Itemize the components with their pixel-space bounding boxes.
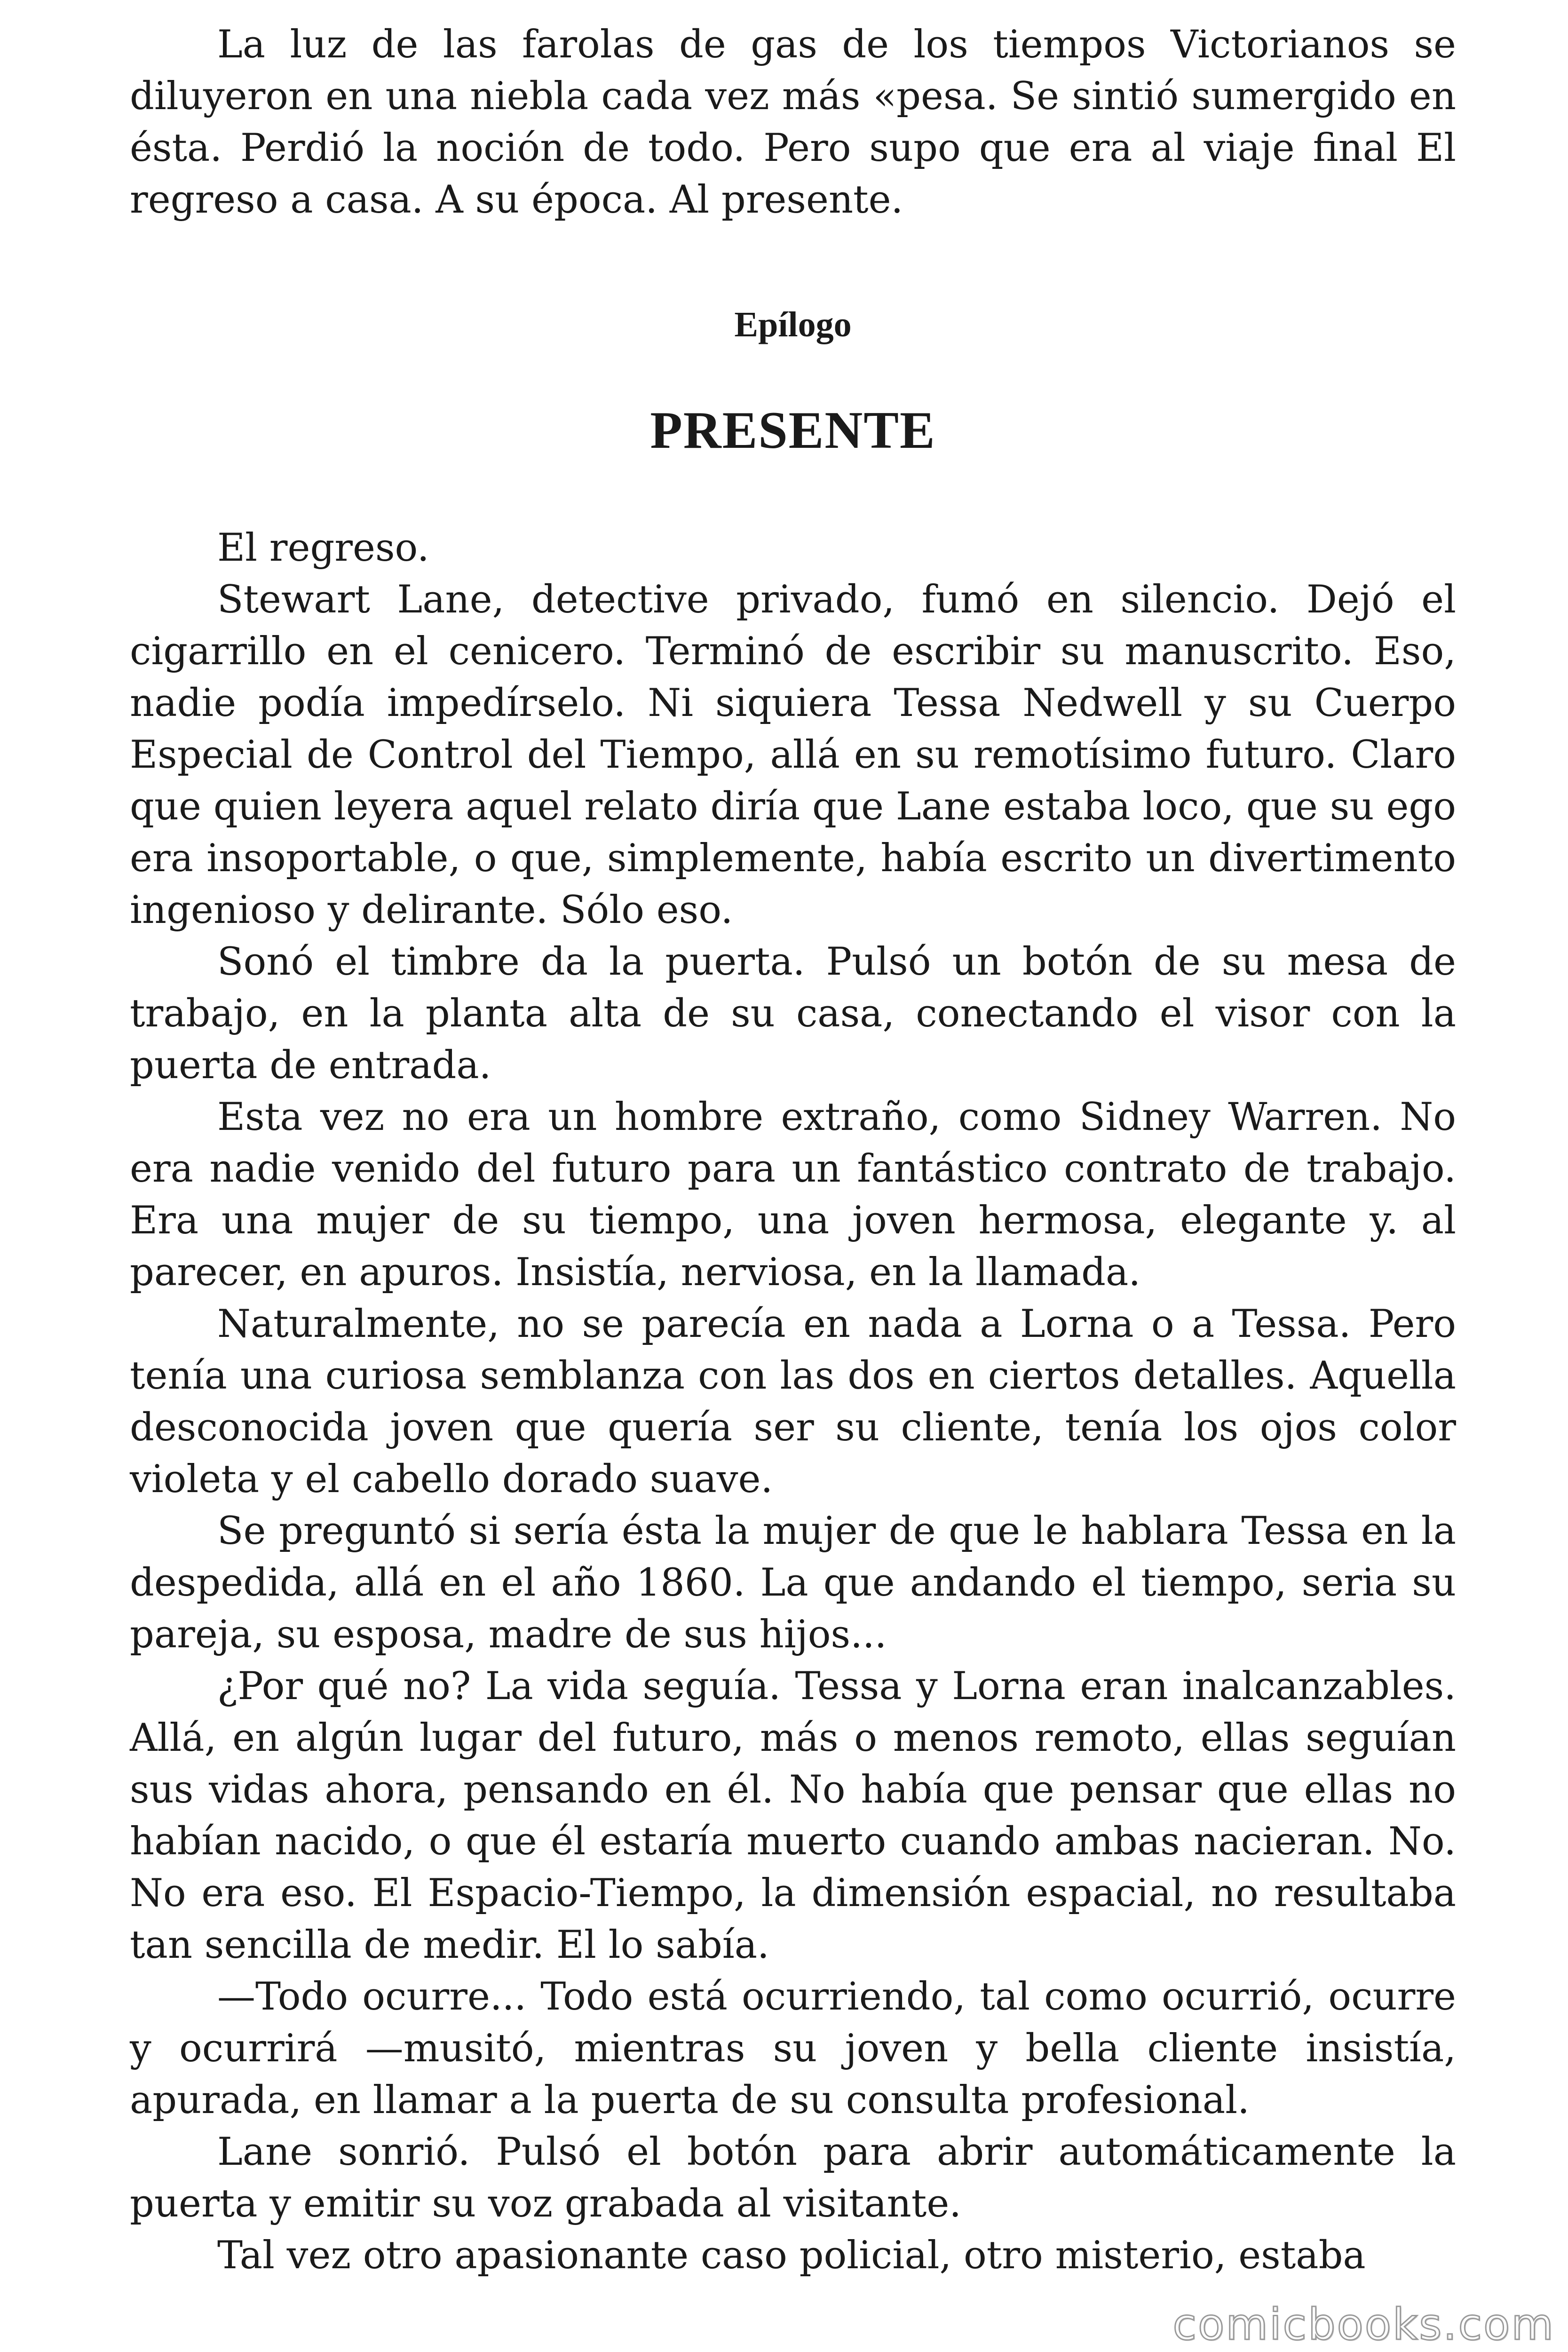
paragraph: Se preguntó si sería ésta la mujer de que le hablara Tessa en la despedida, allá en el año 1860. La que andando el tiempo, seria su pareja, su esposa, madre de sus hijos... xyxy=(130,1509,1456,1657)
paragraph-previous-chapter-end: La luz de las farolas de gas de los tiempos Victorianos se diluyeron en una niebla cada vez más «pesa. Se sintió sumergido en ésta. Perdió la noción de todo. Pero supo que era al viaje final El regreso a casa. A su época. Al presente. xyxy=(130,23,1456,222)
paragraph: Naturalmente, no se parecía en nada a Lorna o a Tessa. Pero tenía una curiosa semblanza con las dos en ciertos detalles. Aquella desconocida joven que quería ser su cliente, tenía los ojos color violeta y el cabello dorado suave. xyxy=(130,1302,1456,1502)
paragraph: Esta vez no era un hombre extraño, como Sidney Warren. No era nadie venido del futuro para un fantástico contrato de trabajo. Era una mujer de su tiempo, una joven hermosa, elegante y. al parecer, en apuros. Insistía, nerviosa, en la llamada. xyxy=(130,1095,1456,1295)
paragraph: ¿Por qué no? La vida seguía. Tessa y Lorna eran inalcanzables. Allá, en algún lugar del futuro, más o menos remoto, ellas seguían sus vidas ahora, pensando en él. No había que pensar que ellas no habían nacido, o que él estaría muerto cuando ambas nacieran. No. No era eso. El Espacio-Tiempo, la dimensión espacial, no resultaba tan sencilla de medir. El lo sabía. xyxy=(130,1664,1456,1967)
paragraph: El regreso. xyxy=(217,526,429,570)
paragraph: Lane sonrió. Pulsó el botón para abrir automáticamente la puerta y emitir su voz grabada al visitante. xyxy=(130,2130,1456,2226)
chapter-title: PRESENTE xyxy=(650,401,936,460)
paragraph: Stewart Lane, detective privado, fumó en silencio. Dejó el cigarrillo en el cenicero. Terminó de escribir su manuscrito. Eso, nadie podía impedírselo. Ni siquiera Tessa Nedwell y su Cuerpo Especial de Control del Tiempo, allá en su remotísimo futuro. Claro que quien leyera aquel relato diría que Lane estaba loco, que su ego era insoportable, o que, simplemente, había escrito un divertimento ingenioso y delirante. Sólo eso. xyxy=(130,578,1456,932)
paragraph: Sonó el timbre da la puerta. Pulsó un botón de su mesa de trabajo, en la planta alta de su casa, conectando el visor con la puerta de entrada. xyxy=(130,940,1456,1088)
book-page xyxy=(130,19,1456,2281)
section-label: Epílogo xyxy=(734,305,852,344)
paragraph: —Todo ocurre... Todo está ocurriendo, tal como ocurrió, ocurre y ocurrirá —musitó, mientras su joven y bella cliente insistía, apurada, en llamar a la puerta de su consulta profesional. xyxy=(130,1975,1456,2122)
chapter-body xyxy=(130,522,1456,2281)
watermark: comicbooks.com xyxy=(1172,2299,1555,2350)
paragraph-continued: Tal vez otro apasionante caso policial, otro misterio, estaba xyxy=(217,2233,1366,2278)
